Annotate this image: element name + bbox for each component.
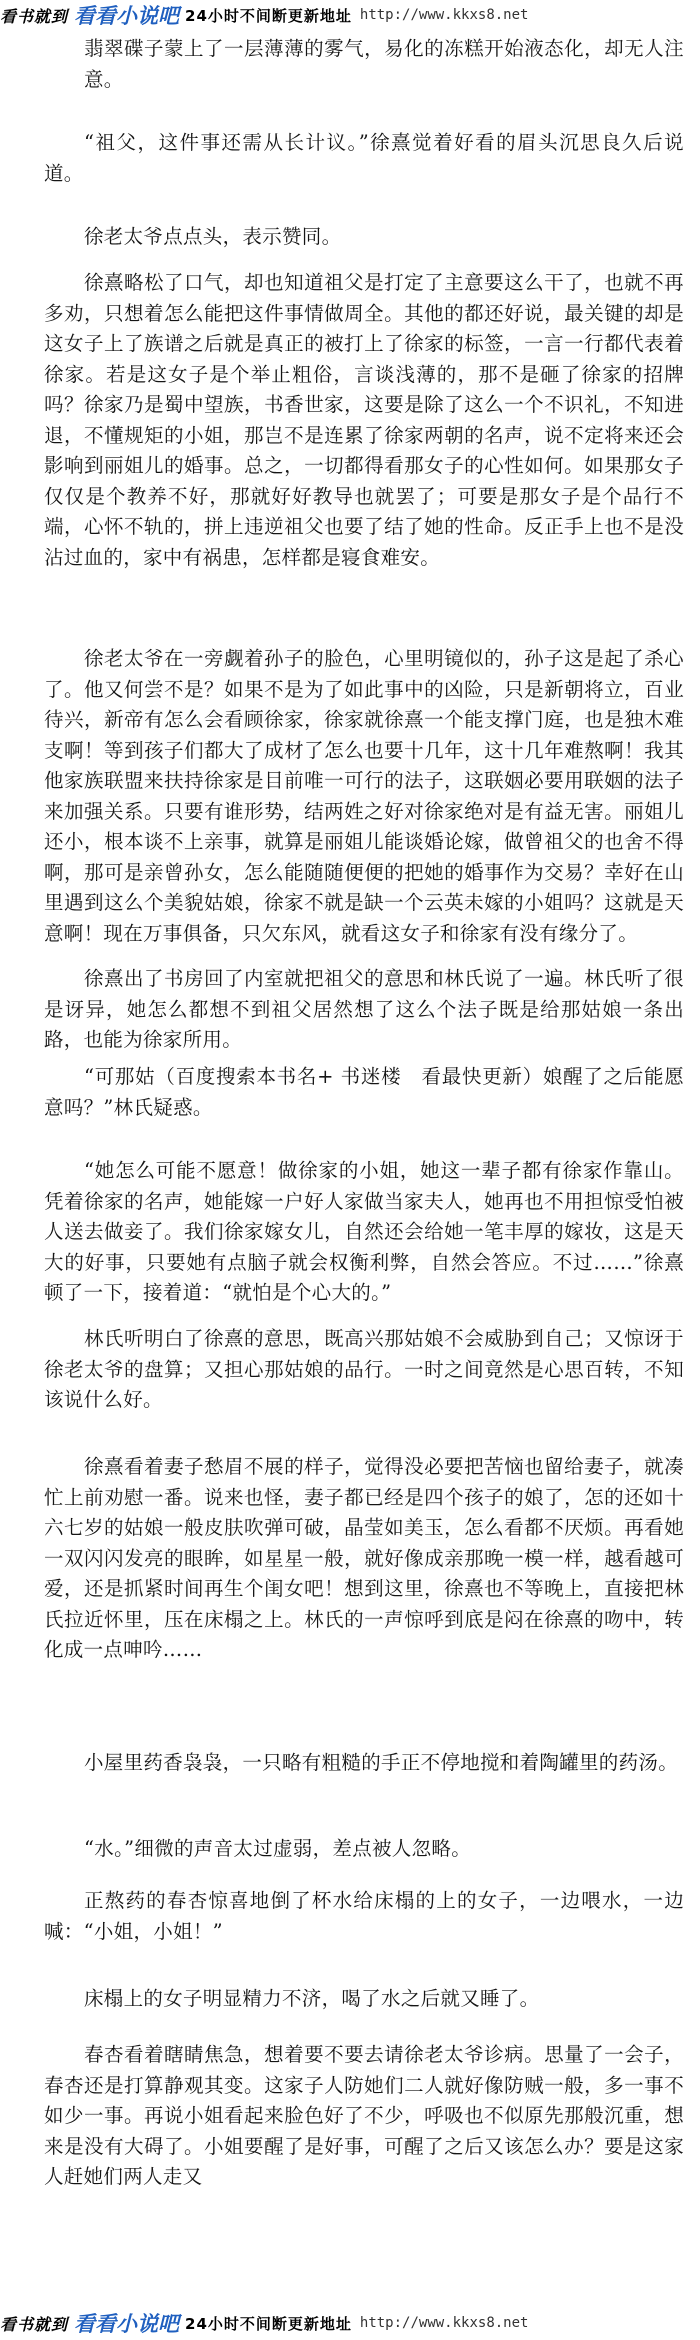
paragraph-14: 床榻上的女子明显精力不济，喝了水之后就又睡了。: [84, 1987, 540, 2010]
banner-brand-logo[interactable]: 看看小说吧: [74, 4, 180, 28]
banner-slogan: 24小时不间断更新地址: [185, 6, 352, 25]
banner-slogan: 24小时不间断更新地址: [185, 2314, 352, 2333]
banner-url-link[interactable]: http://www.kkxs8.net: [359, 7, 529, 23]
paragraph-3: 徐老太爷点点头，表示赞同。: [84, 225, 342, 248]
banner-brand-logo[interactable]: 看看小说吧: [74, 2312, 180, 2336]
paragraph-9: 林氏听明白了徐熹的意思，既高兴那姑娘不会威胁到自己；又惊讶于徐老太爷的盘算；又担心那姑娘的品行。一时之间竟然是心思百转，不知该说什么好。: [44, 1327, 684, 1411]
paragraph-6: 徐熹出了书房回了内室就把祖父的意思和林氏说了一遍。林氏听了很是讶异，她怎么都想不到祖父居然想了这么个法子既是给那姑娘一条出路，也能为徐家所用。: [44, 967, 684, 1051]
paragraph-11: 小屋里药香袅袅，一只略有粗糙的手正不停地搅和着陶罐里的药汤。: [84, 1751, 679, 1774]
paragraph-13: 正熬药的春杏惊喜地倒了杯水给床榻的上的女子，一边喂水，一边喊：“小姐，小姐！”: [44, 1889, 684, 1943]
banner-left-text: 看书就到: [0, 6, 69, 26]
banner-url-link[interactable]: http://www.kkxs8.net: [359, 2315, 529, 2331]
paragraph-10: 徐熹看着妻子愁眉不展的样子，觉得没必要把苦恼也留给妻子，就凑忙上前劝慰一番。说来也怪，妻子都已经是四个孩子的娘了，怎的还如十六七岁的姑娘一般皮肤吹弹可破，晶莹如美玉，怎么看都不厌烦。再看她一双闪闪发亮的眼眸，如星星一般，就好像成亲那晚一模一样，越看越可爱，还是抓紧时间再生个闺女吧！想到这里，徐熹也不等晚上，直接把林氏拉近怀里，压在床榻之上。林氏的一声惊呼到底是闷在徐熹的吻中，转化成一点呻吟……: [44, 1455, 684, 1661]
bottom-banner: [0, 2308, 700, 2338]
paragraph-4: 徐熹略松了口气，却也知道祖父是打定了主意要这么干了，也就不再多劝，只想着怎么能把这件事情做周全。其他的都还好说，最关键的却是这女子上了族谱之后就是真正的被打上了徐家的标签，一言一行都代表着徐家。若是这女子是个举止粗俗，言谈浅薄的，那不是砸了徐家的招牌吗？徐家乃是蜀中望族，书香世家，这要是除了这么一个不识礼，不知进退，不懂规矩的小姐，那岂不是连累了徐家两朝的名声，说不定将来还会影响到丽姐儿的婚事。总之，一切都得看那女子的心性如何。如果那女子仅仅是个教养不好，那就好好教导也就罢了；可要是那女子是个品行不端，心怀不轨的，拼上违逆祖父也要了结了她的性命。反正手上也不是没沾过血的，家中有祸患，怎样都是寝食难安。: [44, 271, 684, 569]
paragraph-7: “可那姑（百度搜索本书名+ 书迷楼 看最快更新）娘醒了之后能愿意吗？”林氏疑惑。: [44, 1065, 684, 1119]
paragraph-12: “水。”细微的声音太过虚弱，差点被人忽略。: [84, 1837, 471, 1860]
paragraph-15: 春杏看着瞎睛焦急，想着要不要去请徐老太爷诊病。思量了一会子，春杏还是打算静观其变。这家子人防她们二人就好像防贼一般，多一事不如少一事。再说小姐看起来脸色好了不少，呼吸也不似原先那般沉重，想来是没有大碍了。小姐要醒了是好事，可醒了之后又该怎么办？要是这家人赶她们两人走又: [44, 2043, 684, 2188]
paragraph-8: “她怎么可能不愿意！做徐家的小姐，她这一辈子都有徐家作靠山。凭着徐家的名声，她能嫁一户好人家做当家夫人，她再也不用担惊受怕被人送去做妾了。我们徐家嫁女儿，自然还会给她一笔丰厚的嫁妆，这是天大的好事，只要她有点脑子就会权衡利弊，自然会答应。不过……”徐熹顿了一下，接着道：“就怕是个心大的。”: [44, 1159, 684, 1304]
banner-left-text: 看书就到: [0, 2314, 69, 2334]
paragraph-2: “祖父，这件事还需从长计议。”徐熹觉着好看的眉头沉思良久后说道。: [44, 131, 684, 185]
paragraph-1: 翡翠碟子蒙上了一层薄薄的雾气，易化的冻糕开始液态化，却无人注意。: [84, 37, 684, 91]
paragraph-5: 徐老太爷在一旁觑着孙子的脸色，心里明镜似的，孙子这是起了杀心了。他又何尝不是？如果不是为了如此事中的凶险，只是新朝将立，百业待兴，新帝有怎么会看顾徐家，徐家就徐熹一个能支撑门庭，也是独木难支啊！等到孩子们都大了成材了怎么也要十几年，这十几年难熬啊！我其他家族联盟来扶持徐家是目前唯一可行的法子，这联姻必要用联姻的法子来加强关系。只要有谁形势，结两姓之好对徐家绝对是有益无害。丽姐儿还小，根本谈不上亲事，就算是丽姐儿能谈婚论嫁，做曾祖父的也舍不得啊，那可是亲曾孙女，怎么能随随便便的把她的婚事作为交易？幸好在山里遇到这么个美貌姑娘，徐家不就是缺一个云英未嫁的小姐吗？这就是天意啊！现在万事俱备，只欠东风，就看这女子和徐家有没有缘分了。: [44, 647, 684, 945]
